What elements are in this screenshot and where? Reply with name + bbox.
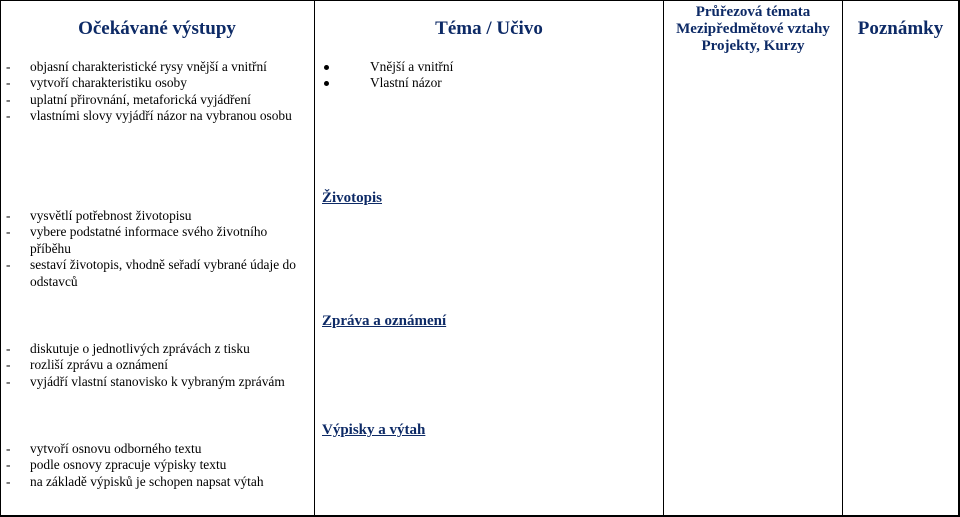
header-crosscutting-line3: Projekty, Kurzy bbox=[701, 37, 805, 54]
list-item: - vyjádří vlastní stanovisko k vybraným zprávám bbox=[6, 373, 285, 389]
list-item: - vlastními slovy vyjádří názor na vybranou osobu bbox=[6, 108, 292, 124]
topic-title-4: Výpisky a výtah bbox=[322, 422, 426, 438]
list-item: - vytvoří charakteristiku osoby bbox=[6, 75, 187, 91]
list-item: - podle osnovy zpracuje výpisky textu bbox=[6, 457, 227, 473]
header-topic: Téma / Učivo bbox=[435, 18, 543, 39]
header-crosscutting-line2: Mezipředmětové vztahy bbox=[676, 20, 830, 37]
header-crosscutting bbox=[664, 0, 842, 58]
list-item: Vnější a vnitřní bbox=[324, 59, 453, 75]
topic-title-2: Životopis bbox=[322, 190, 383, 206]
header-notes: Poznámky bbox=[857, 18, 944, 39]
topic-title-3: Zpráva a oznámení bbox=[322, 313, 447, 329]
outcomes-list-2 bbox=[6, 208, 296, 290]
outcomes-list-4 bbox=[6, 441, 314, 490]
list-item: - vybere podstatné informace svého životního příběhu bbox=[6, 224, 268, 256]
topic-bullets-1 bbox=[324, 59, 453, 92]
outcomes-list-3 bbox=[6, 341, 314, 390]
outcomes-list-1 bbox=[6, 59, 314, 125]
list-item: - rozliší zprávu a oznámení bbox=[6, 357, 168, 373]
list-item: - na základě výpisků je schopen napsat výtah bbox=[6, 473, 264, 489]
bullet-icon bbox=[324, 65, 329, 70]
header-crosscutting-line1: Průřezová témata bbox=[695, 3, 811, 20]
list-item: - objasní charakteristické rysy vnější a vnitřní bbox=[6, 59, 267, 74]
list-item: - uplatní přirovnání, metaforická vyjádření bbox=[6, 91, 251, 107]
header-outcomes: Očekávané výstupy bbox=[78, 18, 236, 39]
bullet-icon bbox=[324, 81, 329, 86]
list-item: - sestaví životopis, vhodně seřadí vybrané údaje do odstavců bbox=[6, 257, 296, 289]
list-item: - vytvoří osnovu odborného textu bbox=[6, 441, 202, 456]
list-item: - diskutuje o jednotlivých zprávách z tisku bbox=[6, 341, 250, 356]
list-item: Vlastní názor bbox=[324, 75, 453, 91]
list-item: - vysvětlí potřebnost životopisu bbox=[6, 208, 192, 223]
